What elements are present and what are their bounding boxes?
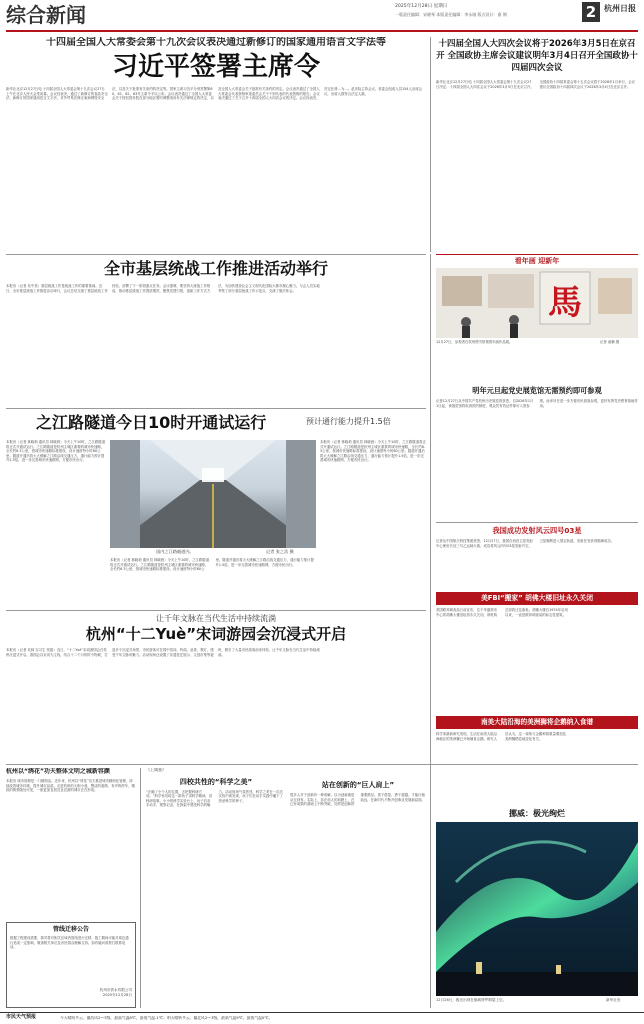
song-body: 本报讯（记者 吴林 实习生 张振）近日，“十二Yuè”宋词游园会在杭州沉浸式开启。游园会以宋词为主线，结合十二个月的时令物候，打造多个沉浸式场景，市民游客可在园中赏词、听曲、品茶、观灯，感受千年文脉的魅力。活动现场还设置了非遗技艺展示、文创市集等板块，吸引了大量市民游客前来体验，让千年文脉在当代生活中持续流淌。 <box>6 648 320 657</box>
song-story <box>6 614 426 762</box>
lead-body: 新华社北京12月27日电 十四届全国人大常委会第十九次会议27日上午在北京人民大会堂闭幕。会议经表决，通过了新修订的食品安全法、新修订的国家通用语言文字法、对外贸易法修正案和网络安全法，以及关于批准有关条约的决定等。国家主席习近平分别签署第60、61、62、63号主席令予以公布。会议表决通过了全国人大常委会关于授权国务院在部分地区暂时调整适用有关法律规定的决定，以及全国人大常委会关于批准有关条约的决定。会议表决通过了全国人大常委会代表资格审查委员会关于个别代表的代表资格的报告。会议表决通过了关于召开十四届全国人大四次会议的决定。会议经表决，决定任命…为…。赵乐际主持会议，常委会组成人员154人出席会议，出席人数符合法定人数。 <box>6 87 423 100</box>
lead-kicker: 十四届全国人大常委会第十九次会议表决通过新修订的国家通用语言文字法等 <box>46 37 386 48</box>
paper-name: 杭州日报 <box>604 3 636 13</box>
civility-headline: 杭州以“绣花”功夫整体文明之城新容颜 <box>6 768 110 775</box>
ming-headline: 明年元旦起党史展览馆无需预约即可参观 <box>472 386 602 395</box>
tunnel-story <box>6 412 426 608</box>
divider <box>6 408 426 409</box>
exhibit-illustration <box>436 268 638 338</box>
divider <box>6 254 426 255</box>
feature-column: 《上城鉴》 <box>146 768 166 772</box>
fbi-story <box>436 606 638 714</box>
masthead-editors: 一版责任编辑：宋晓琴 本版责任编辑：李永刚 版式设计：俞 钢 <box>395 12 507 17</box>
npc-headline: 十四届全国人大四次会议将于2026年3月5日在京召开 全国政协主席会议建议明年3月4日召开全国政协十四届四次会议 <box>436 39 638 73</box>
satellite-headline: 我国成功发射风云四号03星 <box>492 526 582 535</box>
tunnel-photo <box>110 440 316 548</box>
notice-date: 2025年12月28日 <box>102 992 132 997</box>
giant-body: 很多人对于创新有一种误解，以为创新就是从无到有。实际上，站在前人的肩膀上，在已有成果的基础上不断突破，同样是创新的重要路径。善于借鉴、勇于超越，才能行稳致远，在新时代不断开创事业发展新局面。 <box>290 793 425 806</box>
tunnel-body-left: 本报讯（记者 林晓莉 通讯员 林晓晨）今天上午10时，之江路隧道将正式开通试运行。之江路隧道是杭州主城区重要的城市快速路，全长约6.3公里，按城市快速路标准建设，设计速度每小时60公里。隧道开通后将大大缓解之江路沿线交通压力，通行能力预计提升1.5倍，进一步完善城市快速路网，方便市民出行。 <box>6 440 106 462</box>
united-front-body: 本报讯（记者 吴中美）基层统战工作是统战工作的重要基础。近日，全市基层统战工作推进活动举行，会议总结交流了基层统战工作经验，部署了下一阶段重点任务。会议强调，要坚持大统战工作格局，推动基层统战工作提质增效，聚焦党建引领，创新工作方式方法，为加快建设社会主义现代化国际大都市凝心聚力。与会人员实地考察了部分基层统战工作示范点，交流了做法体会。 <box>6 284 320 293</box>
tunnel-illustration <box>110 440 316 548</box>
exhibit-caption: 12月27日，参观者在杭州图书馆观看年画作品展。 <box>436 340 513 344</box>
science-feature <box>146 768 286 1008</box>
npc-body: 新华社北京12月27日电 十四届全国人大常委会第十九次会议27日决定：十四届全国人大四次会议于2026年3月5日在北京召开。全国政协十四届常委会第十五次会议将于2026年1月举行，会议建议全国政协十四届四次会议于2026年3月4日在北京召开。 <box>436 80 636 89</box>
aurora-story <box>436 808 638 1008</box>
section-title: 综合新闻 <box>6 3 86 27</box>
divider <box>430 37 431 252</box>
civility-story <box>6 768 136 918</box>
divider <box>436 522 638 523</box>
footer-label: 市民天气预报 <box>6 1014 37 1020</box>
footer-weather <box>0 1012 644 1024</box>
united-front-headline: 全市基层统战工作推进活动举行 <box>103 259 328 278</box>
divider <box>430 254 431 1008</box>
divider <box>140 768 141 1008</box>
aurora-headline: 挪威：极光绚烂 <box>509 809 565 818</box>
feature-headline: 四校共性的“科学之美” <box>179 777 253 786</box>
fbi-headline: 美FBI“搬家” 胡佛大楼旧址永久关闭 <box>436 592 638 605</box>
party-history-story <box>436 386 638 518</box>
footer-weather-text: 今天晴间多云，偏西风2～3级，最高气温8℃，最低气温-1℃；明天晴转多云，偏北风2～3级，最高气温9℃，最低气温0℃。 <box>60 1016 273 1020</box>
notice-title: 管线迁移公告 <box>52 926 89 933</box>
satellite-body: 记者从中国航天科技集团获悉，12月27日，我国在西昌卫星发射中心使用长征三号乙运载火箭，成功将风云四号03星发射升空，卫星顺利进入预定轨道，发射任务获得圆满成功。 <box>436 539 615 548</box>
feature-body: “正确了小个人的位置，去把握科研方向。”科学家们给这一群孩子讲科学精神，讲科研故事。小小的科学实验台上，孩子们亲手动手，观察记录，在探索中感受科学的魅力。活动现场气氛热烈，科学之美在一次次实验中被发现，孩子们在动手实践中播下了热爱科学的种子。 <box>146 789 283 808</box>
puma-headline: 南美大陆沿海的美洲狮将企鹅纳入食谱 <box>436 716 638 729</box>
tunnel-body-right: 本报讯（记者 林晓莉 通讯员 林晓晨）今天上午10时，之江路隧道将正式开通试运行。之江路隧道是杭州主城区重要的城市快速路，全长约6.3公里，按城市快速路标准建设，设计速度每小时60公里。隧道开通后将大大缓解之江路沿线交通压力，通行能力预计提升1.5倍，进一步完善城市快速路网，方便市民出行。 <box>320 440 426 462</box>
page-number: 2 <box>582 2 600 22</box>
masthead <box>0 0 644 34</box>
exhibit-credit: 记者 俞鹏 摄 <box>600 340 620 344</box>
aurora-caption: 12月26日，极光出现在挪威特罗姆瑟上空。 <box>436 998 507 1002</box>
aurora-credit: 新华社发 <box>606 998 621 1002</box>
innovation-commentary <box>290 768 426 1008</box>
song-kicker: 让千年文脉在当代生活中持续流淌 <box>156 614 276 623</box>
npc-session-story <box>436 38 638 248</box>
tunnel-headline: 之江路隧道今日10时开通试运行 <box>36 413 267 432</box>
civility-body: 本报讯 城市管理是一门精细活。近年来，杭州以“绣花”功夫推进城市精细化管理，持续改善城市环境，提升城市品质。走进杭州的大街小巷，整洁的道路、有序的停车、精致的街景随处可见，一座更加宜居宜业宜游的城市正在形成。 <box>6 779 135 792</box>
puma-story <box>436 730 638 806</box>
tunnel-caption: 国内之江路隧道内。 <box>156 549 194 554</box>
svg-text:馬: 馬 <box>548 283 582 323</box>
masthead-rule <box>6 30 638 32</box>
giant-headline: 站在创新的“巨人肩上” <box>321 781 395 789</box>
masthead-date: 2025年12月28日 星期日 <box>395 4 448 9</box>
satellite-story <box>436 526 638 588</box>
song-headline: 杭州“十二Yuè”宋词游园会沉浸式开启 <box>85 625 347 643</box>
divider <box>6 610 426 611</box>
fbi-body: 美国联邦调查局日前宣布，位于华盛顿市中心的胡佛大楼旧址将永久关闭，该机构总部将迁往新址。胡佛大楼自1974年启用以来，一直是联邦调查局的标志性建筑。 <box>436 608 568 617</box>
lead-headline: 习近平签署主席令 <box>111 52 320 82</box>
new-year-painting-photo <box>436 268 638 338</box>
notice-body: 根据工程建设需要，我司将对相关区域内管线进行迁移，施工期间可能对周边通行造成一定影响，敬请相关单位及市民群众理解支持。如有疑问请拨打联系电话。 <box>10 936 129 949</box>
aurora-photo <box>436 822 638 996</box>
tunnel-deck: 预计通行能力提升1.5倍 <box>306 417 391 426</box>
tunnel-credit: 记者 张之浩 摄 <box>266 549 294 554</box>
lead-story <box>6 37 426 237</box>
pipeline-notice <box>6 922 136 1008</box>
exhibit-tag: 看年画 迎新年 <box>436 254 638 266</box>
united-front-story <box>6 258 426 406</box>
aurora-illustration <box>436 822 638 996</box>
ming-body: 记者12月27日从中国共产党杭州历史展览馆获悉，自2026年1月1日起，该展览馆将取消预约制度，观众凭有效证件即可入馆参观。此举旨在进一步方便市民游客参观，更好发挥党史教育基地作用。 <box>436 399 638 408</box>
puma-body: 科学家最新研究发现，生活在南美大陆沿海地区的美洲狮已开始捕食企鹅。研究人员认为，这一现象与企鹅种群数量增加及美洲狮栖息地变化有关。 <box>436 732 567 741</box>
notice-company: 杭州市供水有限公司 <box>99 988 132 992</box>
tunnel-body-bottom: 本报讯（记者 林晓莉 通讯员 林晓晨）今天上午10时，之江路隧道将正式开通试运行。之江路隧道是杭州主城区重要的城市快速路，全长约6.3公里，按城市快速路标准建设，设计速度每小时60公里。隧道开通后将大大缓解之江路沿线交通压力，通行能力预计提升1.5倍，进一步完善城市快速路网，方便市民出行。 <box>110 558 314 571</box>
